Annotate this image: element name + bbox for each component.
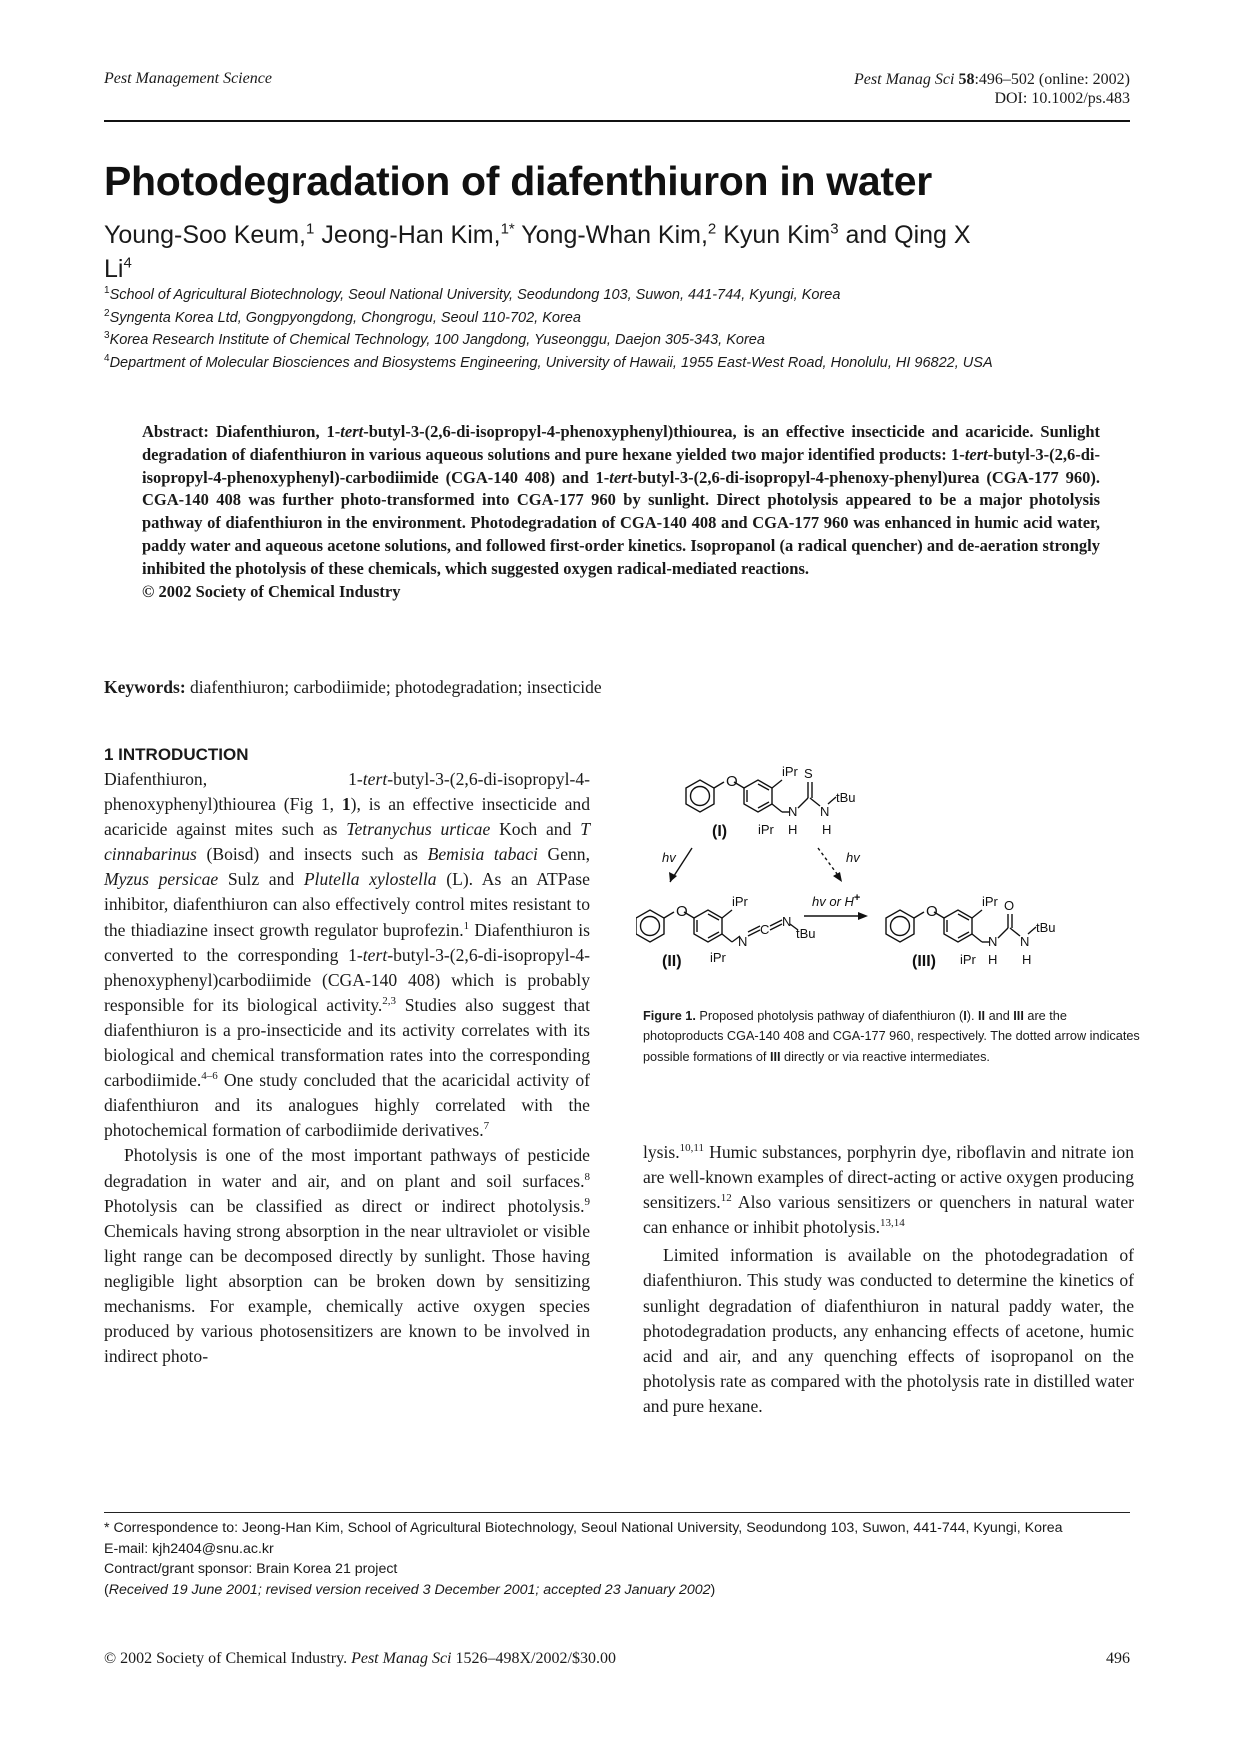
aromatic-circle xyxy=(641,917,660,936)
abstract-label: Abstract: xyxy=(142,422,209,441)
substituent-label: tBu xyxy=(1036,920,1056,935)
text: Photolysis is one of the most important pathways of pesticide degradation in water and air, and on plant and soil surfaces. xyxy=(104,1145,590,1191)
abstract-copyright: © 2002 Society of Chemical Industry xyxy=(142,581,401,601)
species-name: T cinnabarinus xyxy=(104,819,590,865)
author-affiliation-mark: 3 xyxy=(830,220,839,238)
author-list xyxy=(104,218,1004,286)
email-note: E-mail: kjh2404@snu.ac.kr xyxy=(104,1540,274,1557)
substituent-label: iPr xyxy=(758,822,774,837)
abstract-italic: tert xyxy=(964,444,988,464)
bond xyxy=(664,912,674,918)
bond xyxy=(998,928,1008,938)
atom-label: N xyxy=(1020,934,1030,949)
species-name: Myzus persicae xyxy=(104,869,219,890)
text: -butyl-3-(2,6-di-isopropyl-4-phenoxyphenyl)carbodiimide (CGA-140 408) which is probably responsible for its biological activity. xyxy=(104,944,590,1015)
bond xyxy=(714,782,724,788)
atom-label: H xyxy=(788,822,798,837)
text: Studies also suggest that diafenthiuron is a pro-insecticide and its activity correlates with its biological and chemical transformation rates into the corresponding carbodiimide. xyxy=(104,994,590,1091)
atom-label: N xyxy=(988,934,998,949)
atom-label: O xyxy=(1004,898,1015,913)
left-column xyxy=(104,742,590,1369)
author: and Qing X Li xyxy=(104,221,971,283)
right-column xyxy=(643,1140,1134,1419)
atom-label: N xyxy=(782,914,792,929)
abstract-text: -butyl-3-(2,6-di-isopropyl-4-phenoxyphenyl)-carbodiimide (CGA-140 408) and 1- xyxy=(142,444,1100,487)
citation-ref: 13,14 xyxy=(879,1217,905,1230)
atom-label: S xyxy=(804,766,813,781)
text: -butyl-3-(2,6-di-isopropyl-4-phenoxyphenyl)thiourea (Fig 1, xyxy=(104,769,590,815)
bond xyxy=(722,934,732,942)
citation-journal: Pest Manag Sci xyxy=(854,71,955,88)
reaction-condition xyxy=(812,892,860,909)
caption-text: directly or via reactive intermediates. xyxy=(780,1049,990,1064)
bond xyxy=(828,797,836,804)
text: One study concluded that the acaricidal activity of diafenthiuron and its analogues highly correlated with the photochemical formation of carbodiimide derivatives. xyxy=(104,1070,590,1141)
condition-charge: + xyxy=(853,892,861,904)
atom-label: N xyxy=(788,804,798,819)
caption-text: ). xyxy=(966,1009,978,1023)
affiliation-number: 3 xyxy=(104,330,110,342)
substituent-label: iPr xyxy=(732,894,748,909)
author-affiliation-mark: 1* xyxy=(500,220,515,238)
author-affiliation-mark: 2 xyxy=(707,220,717,238)
running-header-citation xyxy=(854,70,1130,108)
text: (Boisd) and insects such as xyxy=(196,844,428,865)
keywords-label: Keywords: xyxy=(104,677,186,697)
citation-ref: 8 xyxy=(584,1170,590,1183)
bond xyxy=(914,912,924,918)
atom-label: H xyxy=(1022,952,1032,967)
caption-text: Proposed photolysis pathway of diafenthiuron ( xyxy=(695,1009,964,1023)
affiliation-text: Department of Molecular Biosciences and Biosystems Engineering, University of Hawaii, 1955 East-West Road, Honolulu, HI 96822, USA xyxy=(109,354,993,371)
affiliation xyxy=(104,307,1144,330)
header-rule xyxy=(104,120,1130,122)
keywords-text: diafenthiuron; carbodiimide; photodegradation; insecticide xyxy=(190,677,602,697)
caption-bold: III xyxy=(769,1049,781,1064)
footer-copy: © 2002 Society of Chemical Industry. xyxy=(104,1650,352,1667)
text: Chemicals having strong absorption in the near ultraviolet or visible light range can be decomposed directly by sunlight. Those having negligible light absorption can be broken down by sensitizing mechanisms. For example, chemically active oxygen species produced by various photosensitizers are known to be involved in indirect photo- xyxy=(104,1220,590,1367)
substituent-label: iPr xyxy=(710,950,726,965)
atom-label: C xyxy=(760,922,770,937)
arrow-dotted xyxy=(818,848,840,878)
section-heading: 1 INTRODUCTION xyxy=(104,745,249,764)
paragraph xyxy=(104,767,590,1143)
caption-bold: III xyxy=(1013,1009,1024,1023)
arrowhead xyxy=(858,912,868,920)
caption-label: Figure 1. xyxy=(643,1009,696,1023)
atom-label: O xyxy=(926,903,938,920)
footnotes xyxy=(104,1518,1134,1600)
condition-text: hv or H xyxy=(812,894,854,909)
bond xyxy=(972,934,982,942)
footer-code: 1526–498X/2002/$30.00 xyxy=(451,1650,616,1667)
author: Jeong-Han Kim, xyxy=(321,221,501,249)
footnote-rule xyxy=(104,1512,1130,1513)
text: Also various sensitizers or quenchers in natural water can enhance or inhibit photolysis. xyxy=(643,1192,1134,1238)
abstract-italic: tert xyxy=(340,422,364,441)
structure-III xyxy=(886,910,1036,942)
caption-bold: I xyxy=(963,1009,967,1023)
correspondence-note: * Correspondence to: Jeong-Han Kim, School of Agricultural Biotechnology, Seoul National University, Seodundong 103, Suwon, 441-744, Kyungi, Korea xyxy=(104,1520,1063,1536)
atom-label: N xyxy=(738,934,748,949)
author: Kyun Kim xyxy=(723,221,831,249)
doi: DOI: 10.1002/ps.483 xyxy=(994,90,1130,107)
abstract-text: -butyl-3-(2,6-di-isopropyl-4-phenoxyphenyl)thiourea, is an effective insecticide and acaricide. Sunlight degradation of diafenthiuron in various aqueous solutions and pure hexane yielded two major identified products: 1- xyxy=(142,422,1101,464)
author-affiliation-mark: 4 xyxy=(123,254,132,272)
compound-label-II: (II) xyxy=(662,953,682,970)
compound-label-I: (I) xyxy=(712,823,728,840)
bond xyxy=(798,798,808,808)
benzene-ring xyxy=(944,910,972,942)
atom-label: H xyxy=(822,822,832,837)
citation-ref: 12 xyxy=(720,1192,732,1205)
page-number: 496 xyxy=(1106,1650,1130,1667)
atom-label: H xyxy=(988,952,998,967)
text-italic: tert xyxy=(362,769,388,789)
text: Genn, xyxy=(537,844,590,865)
text: ), is an effective insecticide and acaricide against mites such as xyxy=(104,794,591,840)
paragraph xyxy=(643,1140,1134,1240)
substituent-label: iPr xyxy=(960,952,976,967)
paragraph: Limited information is available on the photodegradation of diafenthiuron. This study was conducted to determine the kinetics of sunlight degradation of diafenthiuron in natural paddy water, the photodegradation products, any enhancing effects of acetone, humic acid and air, and any quenching effects of isopropanol on the photolysis rate as compared with the photolysis rate in distilled water and pure hexane. xyxy=(643,1245,1134,1416)
structure-I xyxy=(686,780,836,812)
abstract-text: Diafenthiuron, 1- xyxy=(215,422,341,441)
affiliation-list xyxy=(104,284,1144,374)
author-affiliation-mark: 1 xyxy=(306,220,315,238)
grant-note: Contract/grant sponsor: Brain Korea 21 project xyxy=(104,1561,398,1578)
text: Diafenthiuron is converted to the corresponding 1- xyxy=(104,919,590,965)
atom-label: O xyxy=(726,773,738,790)
caption-bold: II xyxy=(978,1009,986,1023)
paragraph xyxy=(104,1143,590,1369)
citation-ref: 10,11 xyxy=(679,1142,705,1155)
arrowhead xyxy=(833,872,842,882)
aromatic-circle xyxy=(891,917,910,936)
bond xyxy=(772,780,782,788)
reaction-condition-hv: hv xyxy=(662,850,676,865)
citation-pages: :496–502 (online: 2002) xyxy=(974,71,1130,88)
bond xyxy=(722,910,732,918)
citation-ref: 4–6 xyxy=(201,1070,218,1083)
paren: ) xyxy=(710,1581,716,1598)
species-name: Tetranychus urticae xyxy=(346,819,491,840)
text: Diafenthiuron, 1- xyxy=(104,769,363,789)
bond xyxy=(972,910,982,918)
compound-label-III: (III) xyxy=(912,953,936,970)
citation-ref: 7 xyxy=(483,1120,490,1133)
aromatic-circle xyxy=(691,787,710,806)
substituent-label: iPr xyxy=(782,764,798,779)
text: Koch and xyxy=(490,819,581,840)
citation-ref: 2,3 xyxy=(382,994,397,1007)
abstract-italic: tert xyxy=(609,467,633,487)
affiliation-text: School of Agricultural Biotechnology, Seoul National University, Seodundong 103, Suwon, 441-744, Kyungi, Korea xyxy=(109,287,841,303)
caption-text: and xyxy=(985,1009,1014,1023)
text: (L). As an ATPase inhibitor, diafenthiuron can also effectively control mites resistant to the thiadiazine insect growth regulator buprofezin. xyxy=(104,869,590,940)
affiliation xyxy=(104,284,1144,307)
footer-journal: Pest Manag Sci xyxy=(351,1650,452,1667)
benzene-ring xyxy=(744,780,772,812)
keywords xyxy=(104,677,1144,698)
abstract xyxy=(142,421,1100,603)
structure-II xyxy=(636,910,798,942)
substituent-label: tBu xyxy=(796,926,816,941)
atom-label: N xyxy=(820,804,830,819)
substituent-label: iPr xyxy=(982,894,998,909)
affiliation xyxy=(104,329,1144,352)
bond xyxy=(772,804,782,812)
citation-ref: 1 xyxy=(463,919,470,932)
page-footer-copyright xyxy=(104,1650,616,1668)
species-name: Plutella xylostella xyxy=(303,869,437,890)
received-note xyxy=(104,1580,1134,1601)
abstract-text: -butyl-3-(2,6-di-isopropyl-4-phenoxy-phenyl)urea (CGA-177 960). CGA-140 408 was further photo-transformed into CGA-177 960 by sunlight. Direct photolysis appeared to be a major photolysis pathway of diafenthiuron in the environment. Photodegradation of CGA-140 408 and CGA-177 960 was enhanced in humic acid water, paddy water and aqueous acetone solutions, and followed first-order kinetics. Isopropanol (a radical quencher) and de-aeration strongly inhibited the photolysis of these chemicals, which suggested oxygen radical-mediated reactions. xyxy=(142,467,1100,578)
figure-1-scheme xyxy=(636,740,1134,1008)
affiliation xyxy=(104,352,1144,375)
author: Yong-Whan Kim, xyxy=(521,221,708,249)
species-name: Bemisia tabaci xyxy=(427,844,538,865)
text-bold: 1 xyxy=(341,794,351,815)
text-italic: tert xyxy=(362,944,388,965)
received-dates: Received 19 June 2001; revised version received 3 December 2001; accepted 23 January 2002 xyxy=(108,1581,711,1598)
paren: ( xyxy=(104,1581,109,1598)
caption-text: are the photoproducts CGA-140 408 and CGA-177 960, respectively. The dotted arrow indicates possible formations of xyxy=(643,1009,1140,1064)
substituent-label: tBu xyxy=(836,790,856,805)
citation-volume: 58 xyxy=(958,71,975,88)
affiliation-text: Korea Research Institute of Chemical Technology, 100 Jangdong, Yuseonggu, Daejon 305-343, Korea xyxy=(109,332,765,348)
figure-caption xyxy=(643,1006,1143,1067)
bond xyxy=(810,798,820,806)
affiliation-number: 4 xyxy=(104,352,110,364)
article-title: Photodegradation of diafenthiuron in water xyxy=(104,158,932,204)
reaction-condition-hv: hv xyxy=(846,850,860,865)
bond xyxy=(1028,927,1036,934)
affiliation-number: 2 xyxy=(104,307,110,319)
bond xyxy=(1010,928,1020,936)
text: lysis. xyxy=(643,1142,680,1162)
benzene-ring xyxy=(694,910,722,942)
affiliation-number: 1 xyxy=(104,285,110,297)
text: Humic substances, porphyrin dye, riboflavin and nitrate ion are well-known examples of direct-acting or active oxygen producing sensitizers. xyxy=(643,1142,1134,1213)
text: Sulz and xyxy=(218,869,304,890)
text: Photolysis can be classified as direct or indirect photolysis. xyxy=(104,1195,585,1216)
author: Young-Soo Keum, xyxy=(104,221,307,249)
citation-ref: 9 xyxy=(584,1195,590,1208)
running-header-journal: Pest Management Science xyxy=(104,70,272,87)
atom-label: O xyxy=(676,903,688,920)
affiliation-text: Syngenta Korea Ltd, Gongpyongdong, Chongrogu, Seoul 110-702, Korea xyxy=(109,309,581,326)
